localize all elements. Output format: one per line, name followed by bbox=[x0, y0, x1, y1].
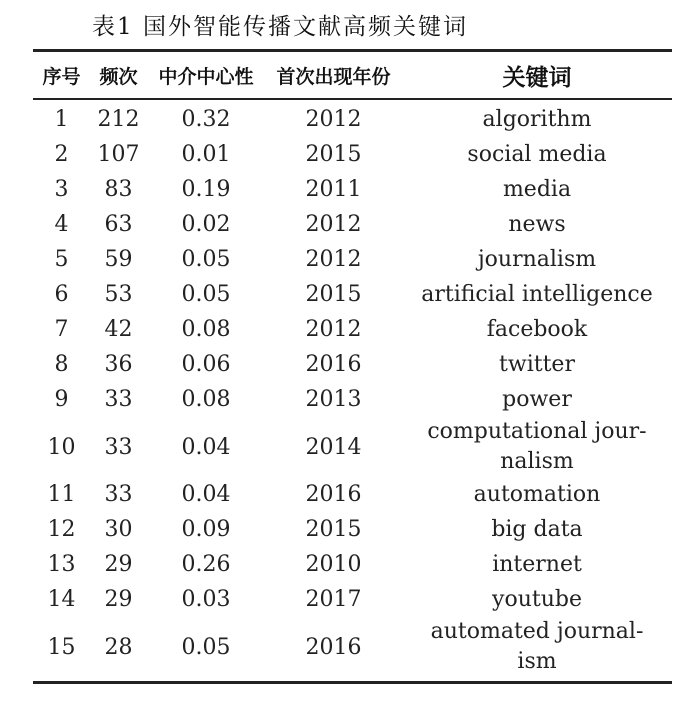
cell-keyword: twitter bbox=[499, 351, 575, 377]
cell-first-year: 2012 bbox=[305, 212, 362, 237]
table-row bbox=[33, 137, 672, 172]
cell-first-year: 2017 bbox=[305, 587, 362, 612]
table-row bbox=[33, 582, 672, 617]
header-centrality: 中介中心性 bbox=[158, 65, 254, 88]
cell-first-year: 2013 bbox=[305, 387, 362, 412]
table-row bbox=[33, 312, 672, 347]
cell-centrality: 0.04 bbox=[181, 482, 231, 507]
cell-frequency: 42 bbox=[104, 317, 133, 342]
cell-frequency: 63 bbox=[104, 212, 133, 237]
cell-frequency: 36 bbox=[104, 352, 133, 377]
cell-frequency: 59 bbox=[104, 247, 133, 272]
cell-centrality: 0.08 bbox=[181, 317, 231, 342]
cell-keyword bbox=[402, 417, 672, 477]
header-index: 序号 bbox=[42, 65, 81, 88]
top-rule bbox=[33, 49, 672, 52]
header-row bbox=[33, 55, 672, 95]
table-row bbox=[33, 277, 672, 312]
table-caption: 表1 国外智能传播文献高频关键词 bbox=[92, 14, 468, 40]
cell-frequency: 83 bbox=[104, 177, 133, 202]
header-frequency: 频次 bbox=[99, 65, 138, 88]
cell-frequency: 29 bbox=[104, 587, 133, 612]
cell-keyword: facebook bbox=[486, 316, 588, 342]
cell-frequency: 107 bbox=[97, 142, 140, 167]
cell-frequency: 28 bbox=[104, 634, 133, 660]
cell-first-year: 2012 bbox=[305, 247, 362, 272]
cell-first-year: 2015 bbox=[305, 282, 362, 307]
cell-keyword bbox=[402, 617, 672, 677]
table-row bbox=[33, 172, 672, 207]
cell-index: 7 bbox=[54, 317, 69, 342]
cell-keyword: media bbox=[502, 176, 572, 202]
table-row bbox=[33, 242, 672, 277]
cell-first-year: 2016 bbox=[305, 634, 362, 660]
cell-index: 6 bbox=[54, 282, 69, 307]
cell-centrality: 0.05 bbox=[181, 247, 231, 272]
cell-first-year: 2011 bbox=[305, 177, 362, 202]
cell-frequency: 33 bbox=[104, 482, 133, 507]
cell-centrality: 0.05 bbox=[181, 634, 231, 660]
table-row bbox=[33, 382, 672, 417]
cell-centrality: 0.32 bbox=[181, 107, 231, 132]
cell-frequency: 29 bbox=[104, 552, 133, 577]
cell-index: 5 bbox=[54, 247, 69, 272]
cell-index: 14 bbox=[47, 587, 76, 612]
cell-frequency: 212 bbox=[97, 107, 140, 132]
cell-frequency: 53 bbox=[104, 282, 133, 307]
cell-centrality: 0.01 bbox=[181, 142, 231, 167]
cell-first-year: 2010 bbox=[305, 552, 362, 577]
keyword-line-2: nalism bbox=[500, 449, 574, 474]
table-row bbox=[33, 417, 672, 477]
cell-keyword: automation bbox=[473, 481, 601, 507]
cell-index: 15 bbox=[47, 634, 76, 660]
cell-centrality: 0.05 bbox=[181, 282, 231, 307]
cell-keyword: big data bbox=[491, 516, 583, 542]
table-row bbox=[33, 617, 672, 677]
cell-frequency: 30 bbox=[104, 517, 133, 542]
cell-keyword: internet bbox=[492, 551, 582, 577]
cell-index: 8 bbox=[54, 352, 69, 377]
cell-index: 13 bbox=[47, 552, 76, 577]
bottom-rule bbox=[33, 681, 672, 684]
keyword-line-2: ism bbox=[517, 649, 557, 674]
cell-centrality: 0.26 bbox=[181, 552, 231, 577]
keyword-line-1: automated journal- bbox=[430, 619, 644, 644]
header-first-year: 首次出现年份 bbox=[276, 65, 391, 88]
cell-index: 1 bbox=[54, 107, 69, 132]
cell-index: 10 bbox=[47, 434, 76, 460]
table-row bbox=[33, 477, 672, 512]
cell-centrality: 0.08 bbox=[181, 387, 231, 412]
cell-index: 9 bbox=[54, 387, 69, 412]
cell-index: 3 bbox=[54, 177, 69, 202]
cell-first-year: 2012 bbox=[305, 107, 362, 132]
cell-keyword: journalism bbox=[477, 246, 597, 272]
table-row bbox=[33, 347, 672, 382]
cell-first-year: 2016 bbox=[305, 482, 362, 507]
cell-centrality: 0.04 bbox=[181, 434, 231, 460]
keyword-table bbox=[33, 55, 672, 677]
table-row bbox=[33, 512, 672, 547]
cell-first-year: 2012 bbox=[305, 317, 362, 342]
cell-index: 4 bbox=[54, 212, 69, 237]
cell-first-year: 2014 bbox=[305, 434, 362, 460]
table-row bbox=[33, 102, 672, 137]
cell-centrality: 0.02 bbox=[181, 212, 231, 237]
cell-first-year: 2016 bbox=[305, 352, 362, 377]
cell-keyword: news bbox=[508, 211, 566, 237]
cell-centrality: 0.09 bbox=[181, 517, 231, 542]
cell-keyword: artificial intelligence bbox=[421, 281, 653, 307]
cell-centrality: 0.06 bbox=[181, 352, 231, 377]
cell-first-year: 2015 bbox=[305, 517, 362, 542]
cell-keyword: social media bbox=[467, 141, 607, 167]
cell-frequency: 33 bbox=[104, 434, 133, 460]
table-row bbox=[33, 207, 672, 242]
cell-index: 2 bbox=[54, 142, 69, 167]
table-row bbox=[33, 547, 672, 582]
cell-centrality: 0.03 bbox=[181, 587, 231, 612]
cell-centrality: 0.19 bbox=[181, 177, 231, 202]
cell-index: 12 bbox=[47, 517, 76, 542]
header-keyword: 关键词 bbox=[502, 64, 572, 91]
cell-keyword: algorithm bbox=[482, 106, 592, 132]
cell-frequency: 33 bbox=[104, 387, 133, 412]
cell-keyword: power bbox=[502, 386, 572, 412]
cell-first-year: 2015 bbox=[305, 142, 362, 167]
keyword-line-1: computational jour- bbox=[427, 419, 647, 444]
cell-keyword: youtube bbox=[492, 586, 582, 612]
cell-index: 11 bbox=[47, 482, 76, 507]
